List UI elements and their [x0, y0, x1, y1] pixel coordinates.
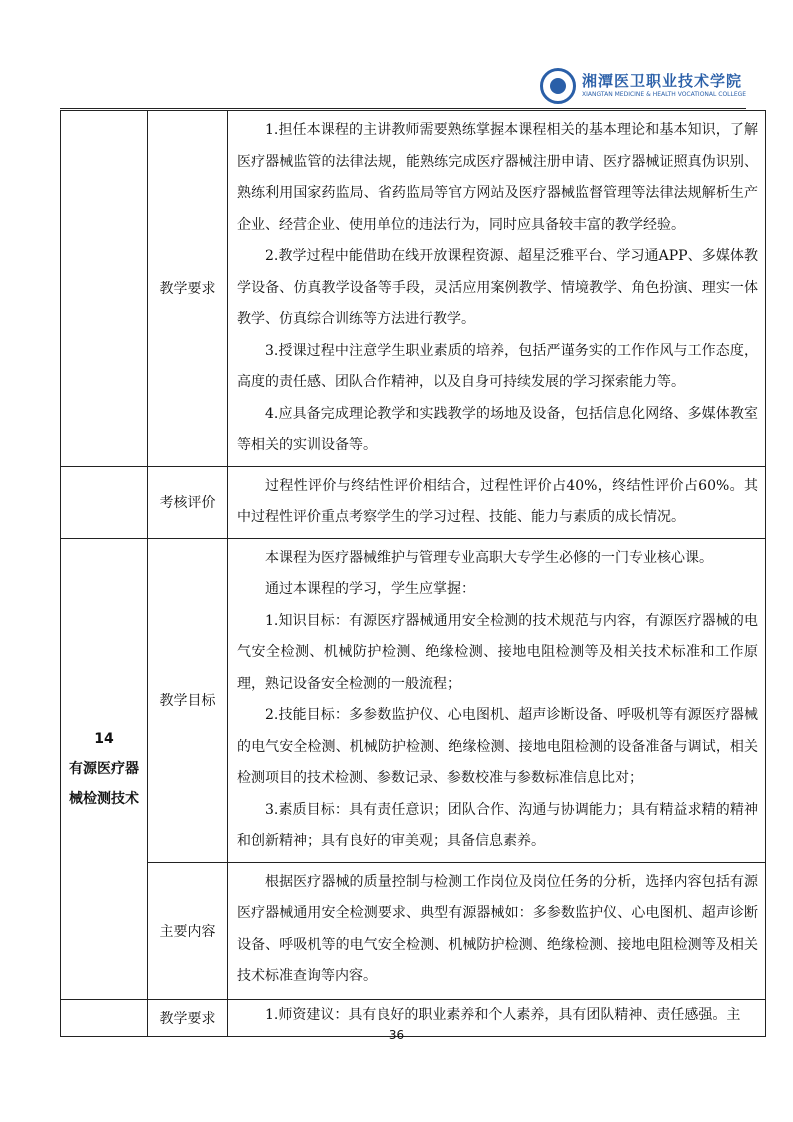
assess-content	[228, 466, 766, 538]
school-name-en: XIANGTAN MEDICINE & HEALTH VOCATIONAL COLLEGE	[582, 91, 747, 98]
course-number: 14	[94, 730, 114, 747]
school-name: 湘潭医卫职业技术学院	[582, 72, 743, 90]
paragraph: 2.教学过程中能借助在线开放课程资源、超星泛雅平台、学习通APP、多媒体教学设备、仿真教学设备等手段，灵活应用案例教学、情境教学、角色扮演、理实一体教学、仿真综合训练等方法进行教学。	[237, 248, 758, 327]
paragraph: 通过本课程的学习，学生应掌握：	[265, 581, 475, 597]
page-number: 36	[388, 1028, 405, 1042]
paragraph: 3.授课过程中注意学生职业素质的培养，包括严谨务实的工作作风与工作态度，高度的责任感、团队合作精神，以及自身可持续发展的学习探索能力等。	[237, 342, 758, 390]
course-cell-empty	[61, 466, 148, 538]
content-label: 主要内容	[148, 862, 228, 999]
teach-req-label: 教学要求	[148, 111, 228, 467]
course-name-line2: 械检测技术	[69, 790, 139, 807]
paragraph: 1.师资建议：具有良好的职业素养和个人素养，具有团队精神、责任感强。主	[265, 1006, 741, 1023]
paragraph: 2.技能目标：多参数监护仪、心电图机、超声诊断设备、呼吸机等有源医疗器械的电气安全检测、机械防护检测、绝缘检测、接地电阻检测的设备准备与调试，相关检测项目的技术检测、参数记录、参数校准与参数标准信息比对；	[237, 707, 758, 786]
school-emblem-icon	[540, 68, 576, 104]
paragraph: 1.知识目标：有源医疗器械通用安全检测的技术规范与内容，有源医疗器械的电气安全检测、机械防护检测、绝缘检测、接地电阻检测等及相关技术标准和工作原理，熟记设备安全检测的一般流程；	[237, 612, 758, 692]
content-content	[228, 862, 766, 999]
paragraph: 4.应具备完成理论教学和实践教学的场地及设备，包括信息化网络、多媒体教室等相关的实训设备等。	[237, 405, 758, 453]
course-table	[60, 110, 766, 1037]
school-logo	[540, 68, 747, 106]
header-divider	[60, 108, 746, 109]
goal-label: 教学目标	[148, 538, 228, 862]
assess-label: 考核评价	[148, 466, 228, 538]
paragraph: 根据医疗器械的质量控制与检测工作岗位及岗位任务的分析，选择内容包括有源医疗器械通用安全检测要求、典型有源器械如：多参数监护仪、心电图机、超声诊断设备、呼吸机等的电气安全检测、机械防护检测、绝缘检测、接地电阻检测等及相关技术标准查询等内容。	[237, 873, 758, 984]
teach-req-content	[228, 111, 766, 467]
course-name-cell	[61, 538, 148, 999]
paragraph: 1.担任本课程的主讲教师需要熟练掌握本课程相关的基本理论和基本知识，了解医疗器械监管的法律法规，能熟练完成医疗器械注册申请、医疗器械证照真伪识别、熟练利用国家药监局、省药监局等官方网站及医疗器械监督管理等法律法规解析生产企业、经营企业、使用单位的违法行为，同时应具备较丰富的教学经验。	[237, 122, 758, 233]
paragraph: 本课程为医疗器械维护与管理专业高职大专学生必修的一门专业核心课。	[265, 549, 713, 566]
paragraph: 过程性评价与终结性评价相结合，过程性评价占40%，终结性评价占60%。其中过程性评价重点考察学生的学习过程、技能、能力与素质的成长情况。	[237, 477, 758, 525]
paragraph: 3.素质目标：具有责任意识；团队合作、沟通与协调能力；具有精益求精的精神和创新精神；具有良好的审美观；具备信息素养。	[237, 801, 758, 849]
course-name-line1: 有源医疗器	[69, 760, 139, 777]
goal-content	[228, 538, 766, 862]
course-cell-empty	[61, 111, 148, 467]
teach-req2-label: 教学要求	[148, 999, 228, 1036]
